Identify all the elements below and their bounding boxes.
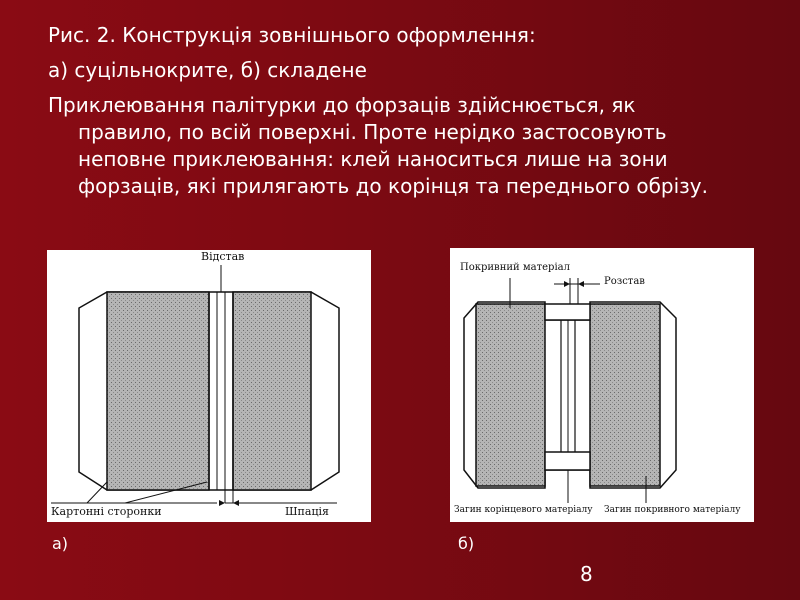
label-boards-a: Картонні сторонки xyxy=(51,505,162,518)
label-spine-gap-b: Розстав xyxy=(604,276,645,287)
label-cover-fold-b: Загин покривного матеріалу xyxy=(604,505,741,515)
label-spine-a: Відстав xyxy=(201,250,245,263)
paragraph-first-line: Приклеювання палітурки до форзаців здійснюється, як xyxy=(48,93,636,117)
caption-b: б) xyxy=(458,534,475,553)
spine-bottom-band xyxy=(545,452,590,470)
slide-title: Рис. 2. Конструкція зовнішнього оформлення: xyxy=(48,23,536,47)
label-endpaper-fold-b: Загин корінцевого матеріалу xyxy=(454,505,593,515)
board-left-a xyxy=(107,292,209,490)
body-paragraph xyxy=(48,92,748,200)
paragraph-continuation: правило, по всій поверхні. Проте нерідко застосовують неповне приклеювання: клей наноситься лише на зони форзаців, які прилягають до корінця та переднього обрізу. xyxy=(78,120,708,198)
label-cover-material-b: Покривний матеріал xyxy=(460,262,570,273)
figure-b-drawing xyxy=(450,248,754,522)
label-gap-a: Шпація xyxy=(285,505,329,518)
figure-a-drawing xyxy=(47,250,371,522)
spine-top-band xyxy=(545,304,590,320)
figure-b xyxy=(450,248,754,522)
page-number: 8 xyxy=(580,562,593,586)
figure-a xyxy=(47,250,371,522)
slide-subtitle: а) суцільнокрите, б) складене xyxy=(48,58,367,82)
board-right-a xyxy=(233,292,311,490)
board-left-b xyxy=(476,304,545,486)
caption-a: а) xyxy=(52,534,69,553)
board-right-b xyxy=(590,304,660,486)
